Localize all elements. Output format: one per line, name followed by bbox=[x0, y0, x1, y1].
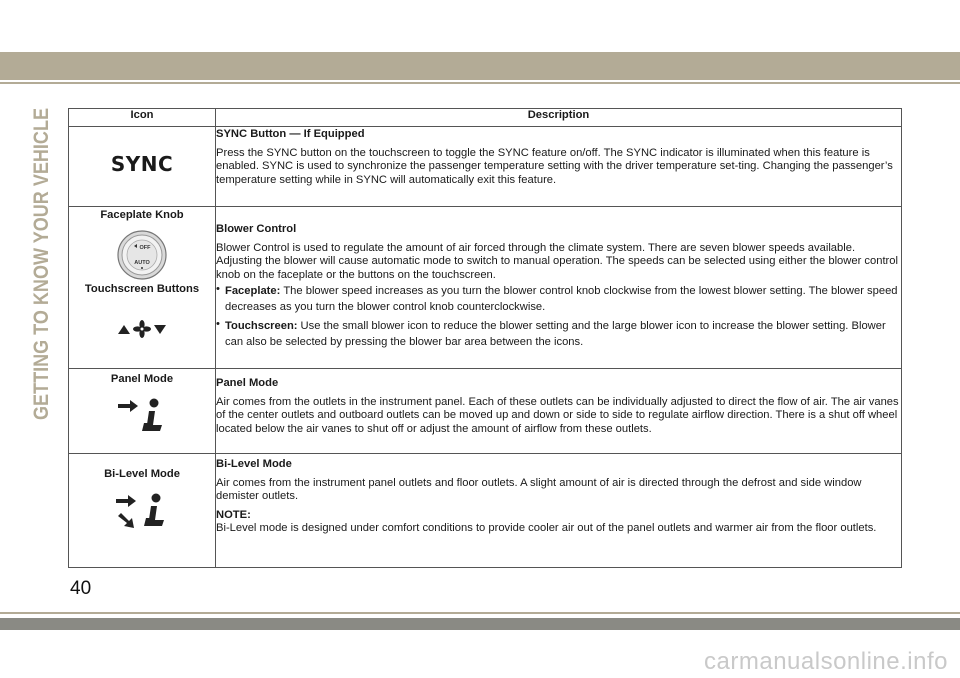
footer-rule bbox=[0, 612, 960, 614]
icon-label-touchscreen: Touchscreen Buttons bbox=[84, 282, 200, 295]
header-rule bbox=[0, 82, 960, 84]
bullet-text: Use the small blower icon to reduce the blower setting and the large blower icon to increase the blower setting. Blower can also be selected by pressing the blower bar area between the icons. bbox=[225, 320, 886, 348]
icon-label-bilevel: Bi-Level Mode bbox=[104, 468, 180, 480]
row-title: Bi-Level Mode bbox=[216, 458, 292, 470]
note-text: Bi-Level mode is designed under comfort conditions to provide cooler air out of the panel outlets and warmer air from the floor outlets. bbox=[216, 522, 877, 534]
climate-controls-table bbox=[68, 108, 902, 568]
table-row bbox=[69, 127, 902, 207]
description-cell bbox=[216, 207, 902, 369]
note-label: NOTE: bbox=[216, 508, 251, 521]
table-row bbox=[69, 454, 902, 568]
bullet-term: Faceplate: bbox=[225, 285, 281, 297]
table-header-row bbox=[69, 109, 902, 127]
icon-cell bbox=[69, 207, 216, 369]
blower-knob-icon bbox=[69, 229, 215, 281]
icon-label-faceplate: Faceplate Knob bbox=[100, 209, 184, 221]
row-body: Blower Control is used to regulate the amount of air forced through the climate system. There are seven blower speeds available. Adjusting the blower will cause automatic mode to switch to manual operation. The speeds can be selected using either the blower control knob on the faceplate or the buttons on the touchscreen. bbox=[216, 241, 898, 281]
icon-cell bbox=[69, 127, 216, 207]
row-body: Air comes from the outlets in the instrument panel. Each of these outlets can be individually adjusted to direct the flow of air. The air vanes of the center outlets and outboard outlets can be moved up and down or side to side to regulate airflow direction. There is a shut off wheel located below the air vanes to shut off or adjust the amount of airflow from these outlets. bbox=[216, 395, 899, 435]
table-row bbox=[69, 369, 902, 454]
bullet-term: Touchscreen: bbox=[225, 320, 298, 332]
bi-level-mode-icon bbox=[69, 490, 215, 543]
sync-icon: SYNC bbox=[110, 151, 174, 176]
description-cell bbox=[216, 127, 902, 207]
column-header-icon: Icon bbox=[69, 109, 216, 127]
page-number: 40 bbox=[70, 578, 92, 599]
list-item: • Touchscreen: Use the small blower icon to reduce the blower setting and the large blower icon to increase the blower setting. Blower can also be selected by pressing the blower bar area between the icons. bbox=[216, 318, 886, 348]
blower-buttons-icon bbox=[69, 320, 215, 338]
list-item: • Faceplate: The blower speed increases as you turn the blower control knob clockwise from the lowest blower setting. The blower speed decreases as you turn the blower control knob counterclockwise. bbox=[216, 283, 898, 313]
description-cell bbox=[216, 454, 902, 568]
row-body: Air comes from the instrument panel outlets and floor outlets. A slight amount of air is directed through the defrost and side window demister outlets. bbox=[216, 476, 862, 502]
footer-band bbox=[0, 618, 960, 630]
knob-auto-text: AUTO bbox=[134, 259, 150, 266]
icon-cell bbox=[69, 369, 216, 454]
icon-cell bbox=[69, 454, 216, 568]
side-title-text: GETTING TO KNOW YOUR VEHICLE bbox=[29, 48, 53, 420]
table-row bbox=[69, 207, 902, 369]
row-body: Press the SYNC button on the touchscreen to toggle the SYNC feature on/off. The SYNC indicator is illuminated when this feature is enabled. SYNC is used to synchronize the passenger temperature setting with the driver temperature set-ting. Changing the passenger’s temperature setting while in SYNC will automatically exit this feature. bbox=[216, 146, 893, 186]
watermark: carmanualsonline.info bbox=[704, 648, 948, 675]
section-side-title bbox=[18, 48, 58, 424]
row-title: SYNC Button — If Equipped bbox=[216, 128, 365, 140]
bullet-text: The blower speed increases as you turn the blower control knob clockwise from the lowest blower setting. The blower speed decreases as you turn the blower control knob counterclockwise. bbox=[225, 285, 898, 313]
row-title: Panel Mode bbox=[216, 377, 279, 389]
header-band bbox=[0, 52, 960, 80]
description-cell bbox=[216, 369, 902, 454]
row-title: Blower Control bbox=[216, 223, 297, 235]
knob-off-text: OFF bbox=[139, 244, 151, 251]
side-title-svg bbox=[18, 48, 58, 424]
column-header-description: Description bbox=[216, 109, 902, 127]
icon-label-panel: Panel Mode bbox=[110, 373, 174, 385]
panel-mode-icon bbox=[69, 395, 215, 442]
